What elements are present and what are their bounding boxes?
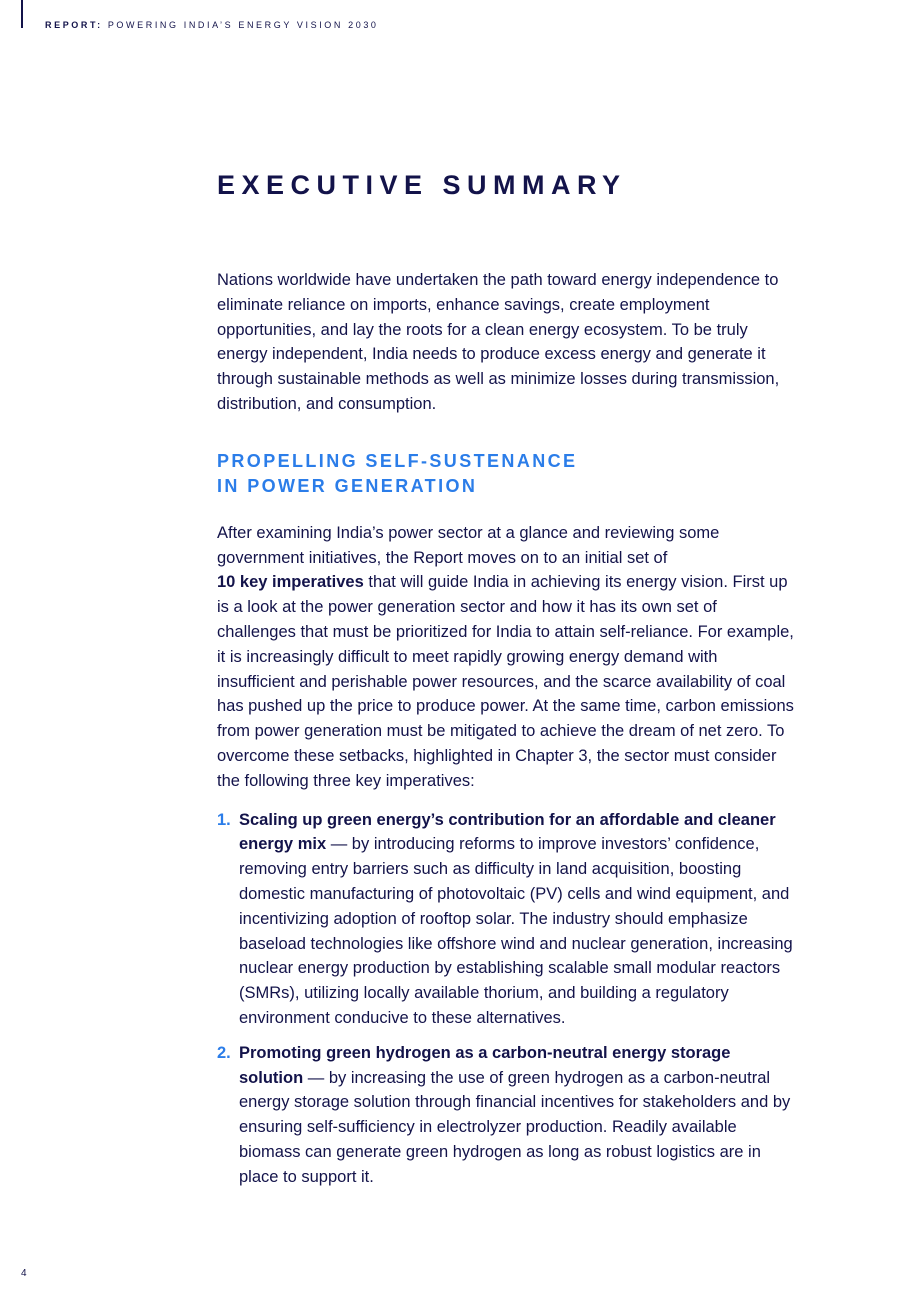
list-item-text: — by increasing the use of green hydrogen as a carbon-neutral energy storage solution through financial incentives for stakeholders and by ensuring self-sufficiency in electrolyzer production. Readily available biomass can generate green hydrogen as long as robust logistics are in place to support it. xyxy=(239,1068,791,1186)
report-header xyxy=(45,20,379,30)
left-margin-rule xyxy=(21,0,23,28)
intro-paragraph: Nations worldwide have undertaken the path toward energy independence to eliminate reliance on imports, enhance savings, create employment opportunities, and lay the roots for a clean energy ecosystem. To be truly energy independent, India needs to produce excess energy and generate it through sustainable methods as well as minimize losses during transmission, distribution, and consumption. xyxy=(217,271,780,413)
list-item-title: Scaling up green energy’s contribution for an affordable and cleaner energy mix xyxy=(239,810,776,854)
report-title: POWERING INDIA’S ENERGY VISION 2030 xyxy=(107,20,379,30)
list-number: 2. xyxy=(217,1043,231,1062)
page-title: EXECUTIVE SUMMARY xyxy=(217,170,627,200)
body-text-pre: After examining India’s power sector at a glance and reviewing some government initiatives, the Report moves on to an initial set of xyxy=(217,523,720,567)
body-text-bold: 10 key imperatives xyxy=(217,573,364,592)
list-item-text: — by introducing reforms to improve investors’ confidence, removing entry barriers such as difficulty in land acquisition, boosting domestic manufacturing of photovoltaic (PV) cells and wind equipment, and incentivizing adoption of rooftop solar. The industry should emphasize baseload technologies like offshore wind and nuclear generation, increasing nuclear energy production by establishing scalable small modular reactors (SMRs), utilizing locally available thorium, and building a regulatory environment conducive to these alternatives. xyxy=(239,835,793,1027)
list-item xyxy=(217,808,797,1031)
section-heading-line-2: IN POWER GENERATION xyxy=(217,475,478,496)
list-item xyxy=(217,1041,797,1190)
imperatives-list xyxy=(217,808,797,1190)
page-number: 4 xyxy=(21,1268,27,1279)
report-label: REPORT: xyxy=(45,20,103,30)
section-heading-line-1: PROPELLING SELF-SUSTENANCE xyxy=(217,450,578,471)
list-item-title: Promoting green hydrogen as a carbon-neutral energy storage solution xyxy=(239,1043,731,1087)
body-text-post: that will guide India in achieving its energy vision. First up is a look at the power generation sector and how it has its own set of challenges that must be prioritized for India to attain self-reliance. For example, it is increasingly difficult to meet rapidly growing energy demand with insufficient and perishable power resources, and the scarce availability of coal has pushed up the price to produce power. At the same time, carbon emissions from power generation must be mitigated to achieve the dream of net zero. To overcome these setbacks, highlighted in Chapter 3, the sector must consider the following three key imperatives: xyxy=(217,573,794,790)
body-paragraph xyxy=(217,521,797,794)
list-number: 1. xyxy=(217,810,231,829)
main-content xyxy=(217,268,797,1200)
section-heading xyxy=(217,449,797,499)
